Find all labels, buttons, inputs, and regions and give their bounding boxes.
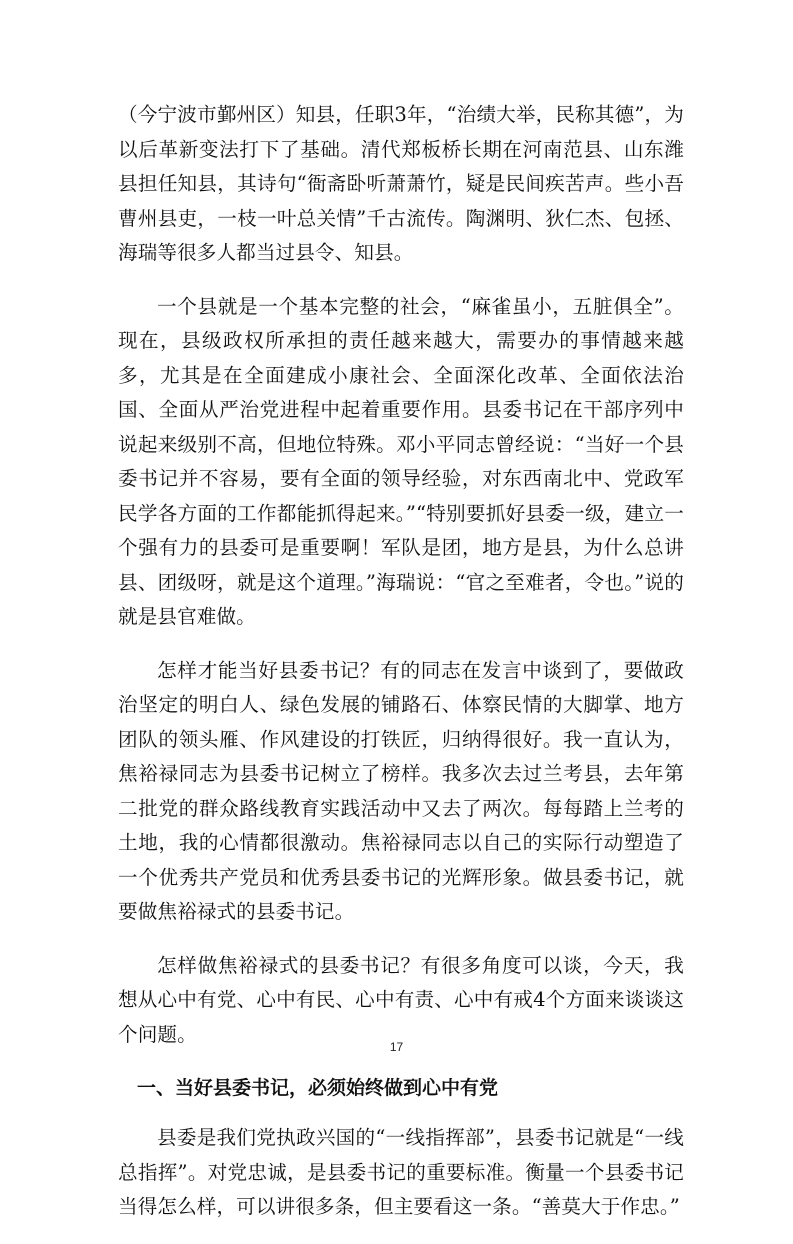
paragraph-continuation: （今宁波市鄞州区）知县，任职3年，“治绩大举，民称其德”，为以后革新变法打下了基础。清代郑板桥长期在河南范县、山东潍县担任知县，其诗句“衙斋卧听萧萧竹，疑是民间疾苦声。些小吾曹州县吏，一枝一叶总关情”千古流传。陶渊明、狄仁杰、包拯、海瑞等很多人都当过县令、知县。 xyxy=(118,103,684,264)
paragraph-loyalty: 县委是我们党执政兴国的“一线指挥部”，县委书记就是“一线总指挥”。对党忠诚，是县委书记的重要标准。衡量一个县委书记当得怎么样，可以讲很多条，但主要看这一条。“善莫大于作忠。” xyxy=(118,1126,684,1218)
paragraph-county-society: 一个县就是一个基本完整的社会，“麻雀虽小，五脏俱全”。现在，县级政权所承担的责任越来越大，需要办的事情越来越多，尤其是在全面建成小康社会、全面深化改革、全面依法治国、全面从严治党进程中起着重要作用。县委书记在干部序列中说起来级别不高，但地位特殊。邓小平同志曾经说：“当好一个县委书记并不容易，要有全面的领导经验，对东西南北中、党政军民学各方面的工作都能抓得起来。”“特别要抓好县委一级，建立一个强有力的县委可是重要啊！军队是团，地方是县，为什么总讲县、团级呀，就是这个道理。”海瑞说：“官之至难者，令也。”说的就是县官难做。 xyxy=(118,294,684,628)
page-number: 17 xyxy=(389,1040,404,1054)
paragraph-jiao-yulu-model: 怎样才能当好县委书记？有的同志在发言中谈到了，要做政治坚定的明白人、绿色发展的铺路石、体察民情的大脚掌、地方团队的领头雁、作风建设的打铁匠，归纳得很好。我一直认为，焦裕禄同志为县委书记树立了榜样。我多次去过兰考县，去年第二批党的群众路线教育实践活动中又去了两次。每每踏上兰考的土地，我的心情都很激动。焦裕禄同志以自己的实际行动塑造了一个优秀共产党员和优秀县委书记的光辉形象。做县委书记，就要做焦裕禄式的县委书记。 xyxy=(118,658,684,923)
paragraph-four-aspects: 怎样做焦裕禄式的县委书记？有很多角度可以谈，今天，我想从心中有党、心中有民、心中有责、心中有戒4个方面来谈谈这个问题。 xyxy=(118,953,684,1046)
body-text xyxy=(118,98,684,1244)
section-heading: 一、当好县委书记，必须始终做到心中有党 xyxy=(137,1077,499,1099)
